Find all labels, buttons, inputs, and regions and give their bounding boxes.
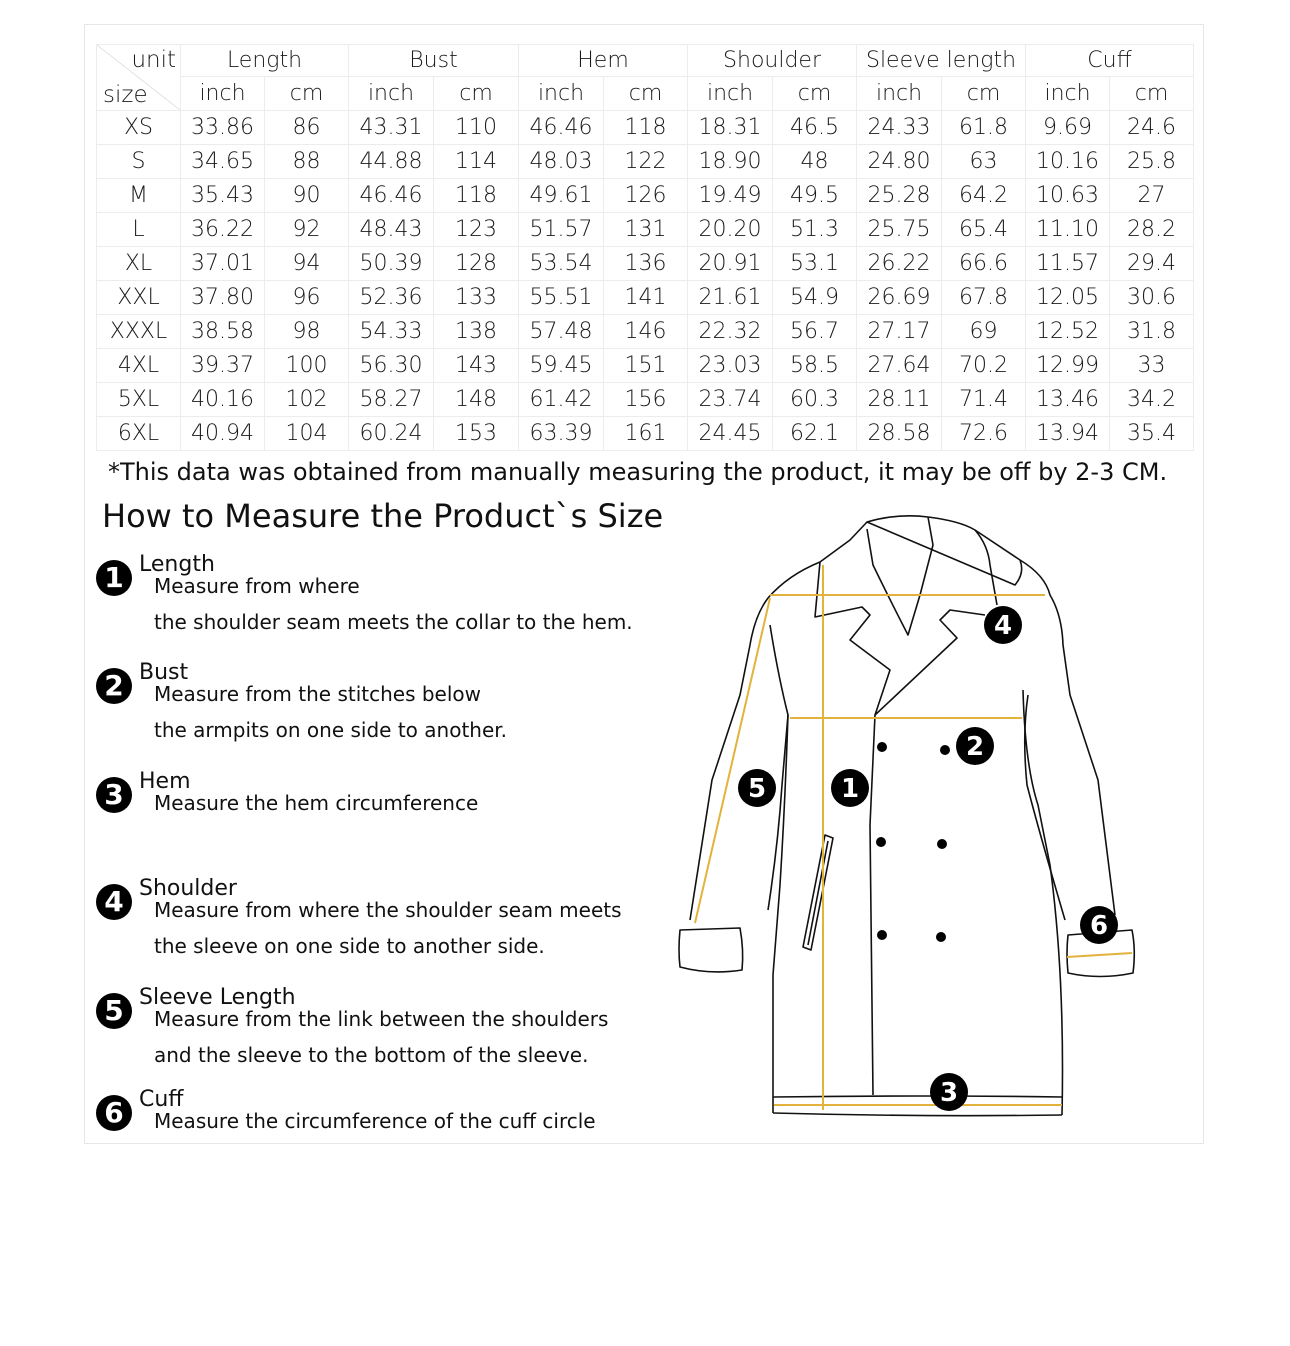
marker-4 bbox=[984, 606, 1022, 644]
value-cell: 161 bbox=[604, 417, 688, 451]
value-cell: 33 bbox=[1110, 349, 1194, 383]
value-cell: 11.57 bbox=[1026, 247, 1110, 281]
value-cell: 33.86 bbox=[181, 111, 265, 145]
value-cell: 31.8 bbox=[1110, 315, 1194, 349]
value-cell: 39.37 bbox=[181, 349, 265, 383]
value-cell: 143 bbox=[434, 349, 519, 383]
value-cell: 34.65 bbox=[181, 145, 265, 179]
value-cell: 26.22 bbox=[857, 247, 942, 281]
value-cell: 11.10 bbox=[1026, 213, 1110, 247]
value-cell: 37.80 bbox=[181, 281, 265, 315]
step-number-icon: 3 bbox=[96, 777, 132, 813]
value-cell: 25.75 bbox=[857, 213, 942, 247]
group-header-row bbox=[97, 45, 1194, 77]
table-row bbox=[97, 213, 1194, 247]
unit-inch: inch bbox=[1026, 77, 1110, 111]
value-cell: 22.32 bbox=[688, 315, 773, 349]
value-cell: 50.39 bbox=[349, 247, 434, 281]
svg-text:1: 1 bbox=[840, 774, 860, 804]
value-cell: 24.45 bbox=[688, 417, 773, 451]
coat-diagram bbox=[670, 505, 1150, 1135]
size-cell: XS bbox=[97, 111, 181, 145]
size-cell: XXL bbox=[97, 281, 181, 315]
size-cell: 4XL bbox=[97, 349, 181, 383]
value-cell: 61.42 bbox=[519, 383, 604, 417]
svg-text:2: 2 bbox=[965, 732, 985, 762]
marker-2 bbox=[956, 727, 994, 765]
value-cell: 122 bbox=[604, 145, 688, 179]
unit-cm: cm bbox=[773, 77, 857, 111]
value-cell: 72.6 bbox=[942, 417, 1026, 451]
value-cell: 55.51 bbox=[519, 281, 604, 315]
value-cell: 23.03 bbox=[688, 349, 773, 383]
value-cell: 21.61 bbox=[688, 281, 773, 315]
value-cell: 118 bbox=[604, 111, 688, 145]
coat-buttons bbox=[876, 742, 950, 942]
group-shoulder: Shoulder bbox=[688, 45, 857, 77]
value-cell: 35.43 bbox=[181, 179, 265, 213]
value-cell: 48.43 bbox=[349, 213, 434, 247]
measurement-disclaimer: *This data was obtained from manually measuring the product, it may be off by 2-3 CM. bbox=[108, 458, 1168, 486]
value-cell: 49.5 bbox=[773, 179, 857, 213]
group-hem: Hem bbox=[519, 45, 688, 77]
value-cell: 19.49 bbox=[688, 179, 773, 213]
size-cell: L bbox=[97, 213, 181, 247]
table-row bbox=[97, 417, 1194, 451]
unit-inch: inch bbox=[349, 77, 434, 111]
group-sleeve-length: Sleeve length bbox=[857, 45, 1026, 77]
value-cell: 63.39 bbox=[519, 417, 604, 451]
value-cell: 59.45 bbox=[519, 349, 604, 383]
step-number-icon: 5 bbox=[96, 993, 132, 1029]
table-row bbox=[97, 247, 1194, 281]
value-cell: 153 bbox=[434, 417, 519, 451]
value-cell: 56.30 bbox=[349, 349, 434, 383]
unit-inch: inch bbox=[519, 77, 604, 111]
measurement-lines bbox=[695, 565, 1132, 1110]
size-cell: S bbox=[97, 145, 181, 179]
step-description: the armpits on one side to another. bbox=[154, 718, 508, 742]
value-cell: 13.46 bbox=[1026, 383, 1110, 417]
value-cell: 18.31 bbox=[688, 111, 773, 145]
value-cell: 64.2 bbox=[942, 179, 1026, 213]
unit-label: unit bbox=[131, 47, 176, 73]
step-description: the sleeve on one side to another side. bbox=[154, 934, 545, 958]
table-row bbox=[97, 383, 1194, 417]
group-length: Length bbox=[181, 45, 349, 77]
unit-cm: cm bbox=[265, 77, 349, 111]
value-cell: 52.36 bbox=[349, 281, 434, 315]
size-table bbox=[96, 44, 1194, 451]
value-cell: 46.5 bbox=[773, 111, 857, 145]
value-cell: 58.5 bbox=[773, 349, 857, 383]
step-title: Shoulder bbox=[139, 876, 237, 901]
unit-inch: inch bbox=[181, 77, 265, 111]
table-row bbox=[97, 315, 1194, 349]
value-cell: 148 bbox=[434, 383, 519, 417]
table-row bbox=[97, 349, 1194, 383]
value-cell: 94 bbox=[265, 247, 349, 281]
table-row bbox=[97, 281, 1194, 315]
value-cell: 27.64 bbox=[857, 349, 942, 383]
value-cell: 13.94 bbox=[1026, 417, 1110, 451]
group-cuff: Cuff bbox=[1026, 45, 1194, 77]
value-cell: 123 bbox=[434, 213, 519, 247]
value-cell: 86 bbox=[265, 111, 349, 145]
value-cell: 48.03 bbox=[519, 145, 604, 179]
value-cell: 40.94 bbox=[181, 417, 265, 451]
step-number-icon: 1 bbox=[96, 560, 132, 596]
value-cell: 12.52 bbox=[1026, 315, 1110, 349]
unit-cm: cm bbox=[942, 77, 1026, 111]
value-cell: 90 bbox=[265, 179, 349, 213]
unit-header-row bbox=[97, 77, 1194, 111]
value-cell: 12.05 bbox=[1026, 281, 1110, 315]
value-cell: 61.8 bbox=[942, 111, 1026, 145]
value-cell: 62.1 bbox=[773, 417, 857, 451]
corner-cell bbox=[97, 45, 181, 111]
value-cell: 66.6 bbox=[942, 247, 1026, 281]
value-cell: 63 bbox=[942, 145, 1026, 179]
value-cell: 46.46 bbox=[349, 179, 434, 213]
marker-3 bbox=[930, 1073, 968, 1111]
size-cell: XL bbox=[97, 247, 181, 281]
value-cell: 28.58 bbox=[857, 417, 942, 451]
table-row bbox=[97, 179, 1194, 213]
value-cell: 12.99 bbox=[1026, 349, 1110, 383]
step-title: Bust bbox=[139, 660, 189, 685]
value-cell: 51.3 bbox=[773, 213, 857, 247]
step-title: Length bbox=[139, 552, 215, 577]
value-cell: 146 bbox=[604, 315, 688, 349]
value-cell: 28.11 bbox=[857, 383, 942, 417]
value-cell: 70.2 bbox=[942, 349, 1026, 383]
size-cell: XXXL bbox=[97, 315, 181, 349]
value-cell: 20.20 bbox=[688, 213, 773, 247]
size-cell: 5XL bbox=[97, 383, 181, 417]
howto-title: How to Measure the Product`s Size bbox=[102, 497, 664, 535]
step-description: Measure from where bbox=[154, 574, 360, 598]
step-description: Measure the circumference of the cuff circle bbox=[154, 1109, 596, 1133]
value-cell: 67.8 bbox=[942, 281, 1026, 315]
value-cell: 100 bbox=[265, 349, 349, 383]
value-cell: 71.4 bbox=[942, 383, 1026, 417]
value-cell: 156 bbox=[604, 383, 688, 417]
cuff-line bbox=[1067, 953, 1132, 957]
value-cell: 30.6 bbox=[1110, 281, 1194, 315]
step-number-icon: 4 bbox=[96, 884, 132, 920]
value-cell: 27 bbox=[1110, 179, 1194, 213]
size-cell: 6XL bbox=[97, 417, 181, 451]
value-cell: 28.2 bbox=[1110, 213, 1194, 247]
value-cell: 36.22 bbox=[181, 213, 265, 247]
value-cell: 37.01 bbox=[181, 247, 265, 281]
value-cell: 58.27 bbox=[349, 383, 434, 417]
marker-1 bbox=[831, 769, 869, 807]
coat-outline bbox=[679, 516, 1134, 1116]
value-cell: 56.7 bbox=[773, 315, 857, 349]
value-cell: 54.9 bbox=[773, 281, 857, 315]
step-title: Sleeve Length bbox=[139, 985, 296, 1010]
value-cell: 20.91 bbox=[688, 247, 773, 281]
table-row bbox=[97, 111, 1194, 145]
size-cell: M bbox=[97, 179, 181, 213]
value-cell: 57.48 bbox=[519, 315, 604, 349]
step-description: Measure from where the shoulder seam meets bbox=[154, 898, 622, 922]
marker-5 bbox=[738, 769, 776, 807]
value-cell: 141 bbox=[604, 281, 688, 315]
value-cell: 51.57 bbox=[519, 213, 604, 247]
value-cell: 65.4 bbox=[942, 213, 1026, 247]
value-cell: 24.80 bbox=[857, 145, 942, 179]
value-cell: 131 bbox=[604, 213, 688, 247]
value-cell: 9.69 bbox=[1026, 111, 1110, 145]
step-title: Hem bbox=[139, 769, 191, 794]
value-cell: 48 bbox=[773, 145, 857, 179]
marker-6 bbox=[1080, 906, 1118, 944]
value-cell: 54.33 bbox=[349, 315, 434, 349]
step-description: the shoulder seam meets the collar to the hem. bbox=[154, 610, 633, 634]
value-cell: 46.46 bbox=[519, 111, 604, 145]
value-cell: 53.1 bbox=[773, 247, 857, 281]
unit-cm: cm bbox=[434, 77, 519, 111]
value-cell: 88 bbox=[265, 145, 349, 179]
value-cell: 24.33 bbox=[857, 111, 942, 145]
value-cell: 40.16 bbox=[181, 383, 265, 417]
value-cell: 10.63 bbox=[1026, 179, 1110, 213]
value-cell: 43.31 bbox=[349, 111, 434, 145]
unit-inch: inch bbox=[857, 77, 942, 111]
value-cell: 138 bbox=[434, 315, 519, 349]
value-cell: 10.16 bbox=[1026, 145, 1110, 179]
value-cell: 136 bbox=[604, 247, 688, 281]
step-number-icon: 6 bbox=[96, 1095, 132, 1131]
unit-cm: cm bbox=[604, 77, 688, 111]
value-cell: 60.3 bbox=[773, 383, 857, 417]
size-label: size bbox=[103, 82, 148, 108]
table-row bbox=[97, 145, 1194, 179]
value-cell: 110 bbox=[434, 111, 519, 145]
value-cell: 151 bbox=[604, 349, 688, 383]
step-description: Measure from the link between the shoulders bbox=[154, 1007, 609, 1031]
unit-cm: cm bbox=[1110, 77, 1194, 111]
group-bust: Bust bbox=[349, 45, 519, 77]
value-cell: 96 bbox=[265, 281, 349, 315]
value-cell: 92 bbox=[265, 213, 349, 247]
step-description: Measure the hem circumference bbox=[154, 791, 479, 815]
value-cell: 35.4 bbox=[1110, 417, 1194, 451]
value-cell: 25.8 bbox=[1110, 145, 1194, 179]
step-description: and the sleeve to the bottom of the sleeve. bbox=[154, 1043, 589, 1067]
value-cell: 98 bbox=[265, 315, 349, 349]
value-cell: 18.90 bbox=[688, 145, 773, 179]
value-cell: 114 bbox=[434, 145, 519, 179]
value-cell: 104 bbox=[265, 417, 349, 451]
value-cell: 27.17 bbox=[857, 315, 942, 349]
value-cell: 26.69 bbox=[857, 281, 942, 315]
value-cell: 60.24 bbox=[349, 417, 434, 451]
svg-text:4: 4 bbox=[993, 611, 1013, 641]
svg-text:5: 5 bbox=[747, 774, 767, 804]
value-cell: 44.88 bbox=[349, 145, 434, 179]
value-cell: 102 bbox=[265, 383, 349, 417]
value-cell: 133 bbox=[434, 281, 519, 315]
step-title: Cuff bbox=[139, 1087, 184, 1112]
value-cell: 24.6 bbox=[1110, 111, 1194, 145]
value-cell: 34.2 bbox=[1110, 383, 1194, 417]
value-cell: 53.54 bbox=[519, 247, 604, 281]
value-cell: 29.4 bbox=[1110, 247, 1194, 281]
value-cell: 69 bbox=[942, 315, 1026, 349]
value-cell: 38.58 bbox=[181, 315, 265, 349]
step-number-icon: 2 bbox=[96, 668, 132, 704]
svg-text:6: 6 bbox=[1089, 911, 1109, 941]
sleeve-length-line bbox=[695, 598, 770, 923]
value-cell: 118 bbox=[434, 179, 519, 213]
step-description: Measure from the stitches below bbox=[154, 682, 482, 706]
value-cell: 128 bbox=[434, 247, 519, 281]
value-cell: 25.28 bbox=[857, 179, 942, 213]
value-cell: 126 bbox=[604, 179, 688, 213]
value-cell: 49.61 bbox=[519, 179, 604, 213]
value-cell: 23.74 bbox=[688, 383, 773, 417]
unit-inch: inch bbox=[688, 77, 773, 111]
svg-text:3: 3 bbox=[939, 1078, 959, 1108]
